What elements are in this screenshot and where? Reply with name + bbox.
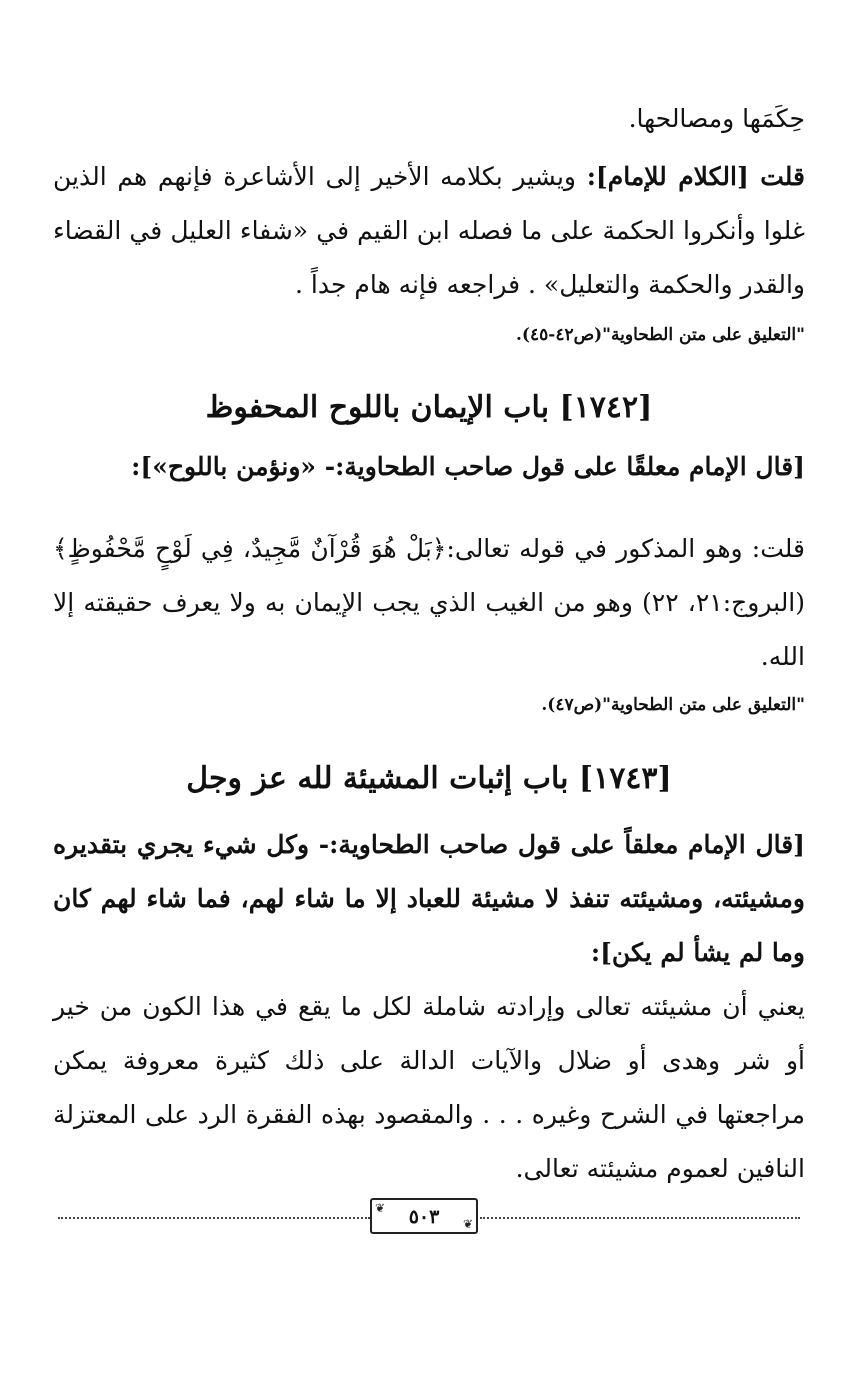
section-heading-1742: [١٧٤٢] باب الإيمان باللوح المحفوظ [205,390,653,425]
source-citation-1: "التعليق على متن الطحاوية"(ص٤٢-٤٥). [516,325,805,345]
source-citation-2: "التعليق على متن الطحاوية"(ص٤٧). [541,695,805,715]
section-heading-1743: [١٧٤٣] باب إثبات المشيئة لله عز وجل [186,761,672,796]
floral-ornament-icon: ❦ [462,1217,473,1231]
page-number-frame [370,1198,478,1234]
paragraph-lead: قلت [الكلام للإمام]: [586,162,805,191]
intro-tail-line: حِكَمَها ومصالحها. [628,104,805,133]
page-footer [58,1198,800,1238]
paragraph-text: ويشير بكلامه الأخير إلى الأشاعرة فإنهم هم الذين غلوا وأنكروا الحكمة على ما فصله ابن القيم في «شفاء العليل في القضاء والقدر والحكمة والتعليل» . فراجعه فإنه هام جداً . [53,162,805,299]
paragraph-imam-comment [53,150,805,312]
imam-quote-1743: [قال الإمام معلقاً على قول صاحب الطحاوية:- وكل شيء يجري بتقديره ومشيئته، ومشيئته تنفذ لا مشيئة للعباد إلا ما شاء لهم، فما شاء لهم كان وما لم يشأ لم يكن]: [53,830,805,967]
floral-ornament-icon: ❦ [375,1201,386,1215]
page-number: ٥٠٣ [408,1206,440,1228]
footer-dotted-rule-right [480,1217,800,1219]
imam-quote-1742: [قال الإمام معلقًا على قول صاحب الطحاوية:- «ونؤمن باللوح»]: [131,452,805,481]
footer-dotted-rule-left [58,1217,370,1219]
section-body-1742: قلت: وهو المذكور في قوله تعالى:﴿بَلْ هُوَ قُرْآنٌ مَّجِيدٌ، فِي لَوْحٍ مَّحْفُوظٍ﴾(البروج:٢١، ٢٢) وهو من الغيب الذي يجب الإيمان به ولا يعرف حقيقته إلا الله. [53,534,806,671]
section-body-1743: يعني أن مشيئته تعالى وإرادته شاملة لكل ما يقع في هذا الكون من خير أو شر وهدى أو ضلال والآيات الدالة على ذلك كثيرة معروفة يمكن مراجعتها في الشرح وغيره . . . والمقصود بهذه الفقرة الرد على المعتزلة النافين لعموم مشيئته تعالى. [53,992,805,1183]
